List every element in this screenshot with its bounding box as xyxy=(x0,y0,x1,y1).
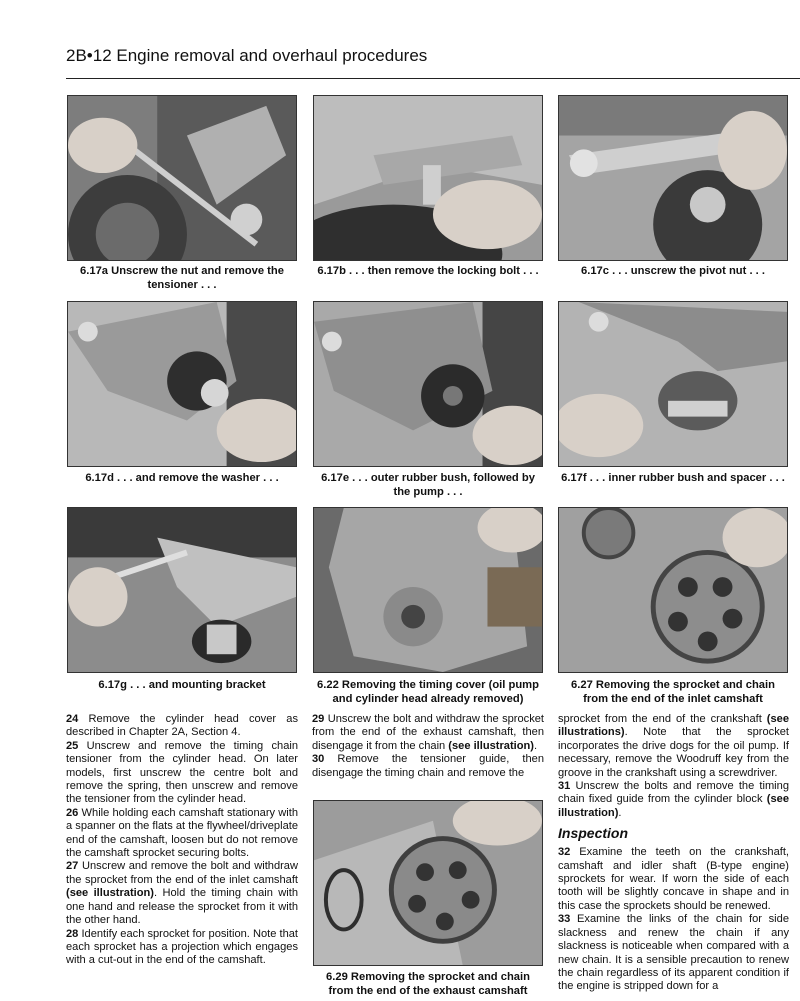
paragraph-31: 31 Unscrew the bolts and remove the timing chain fixed guide from the cylinder block (see illustration). xyxy=(558,780,789,819)
photo-6-17f xyxy=(558,301,788,467)
page-header: 2B•12 Engine removal and overhaul procedures xyxy=(66,46,428,65)
photo-6-22 xyxy=(313,507,543,673)
paragraph-28: 28 Identify each sprocket for position. Note that each sprocket has a projection which engages with a cut-out in the end of the camshaft. xyxy=(66,927,298,967)
paragraph-30-continued: sprocket from the end of the crankshaft (see illustrations). Note that the sprocket incorporates the drive dogs for the oil pump. If necessary, remove the Woodruff key from the groove in the crankshaft using a screwdriver. xyxy=(558,713,789,779)
caption-6-17d: 6.17d . . . and remove the washer . . . xyxy=(85,472,279,484)
caption-6-17f: 6.17f . . . inner rubber bush and spacer . . . xyxy=(561,472,785,484)
paragraph-30: 30 Remove the tensioner guide, then disengage the timing chain and remove the xyxy=(312,753,544,779)
header-rule xyxy=(66,78,800,79)
caption-6-17c: 6.17c . . . unscrew the pivot nut . . . xyxy=(580,265,765,277)
paragraph-25: 25 Unscrew and remove the timing chain tensioner from the cylinder head. On later models, first unscrew the centre bolt and remove the spring, then unscrew and remove the tensioner from the cylinder head. xyxy=(66,739,298,806)
caption-6-29: 6.29 Removing the sprocket and chain from the end of the exhaust camshaft xyxy=(326,971,530,997)
text-column-1 xyxy=(66,713,298,968)
caption-6-17g: 6.17g . . . and mounting bracket xyxy=(98,679,266,691)
paragraph-33: 33 Examine the links of the chain for side slackness and renew the chain if any slackness is noticeable when compared with a new chain. It is a sensible precaution to renew the chain regardless of its apparent condition if the engine is stripped down for a xyxy=(558,913,789,993)
caption-6-17b: 6.17b . . . then remove the locking bolt . . . xyxy=(317,265,539,277)
paragraph-29: 29 Unscrew the bolt and withdraw the sprocket from the end of the exhaust camshaft, then disengage it from the chain (see illustration). xyxy=(312,713,544,752)
photo-6-17b xyxy=(313,95,543,261)
text-column-2 xyxy=(312,713,544,780)
caption-6-27: 6.27 Removing the sprocket and chain from the end of the inlet camshaft xyxy=(571,679,775,705)
caption-6-17a: 6.17a Unscrew the nut and remove the tensioner . . . xyxy=(80,265,284,291)
paragraph-27: 27 Unscrew and remove the bolt and withdraw the sprocket from the end of the inlet camshaft (see illustration). Hold the timing chain with one hand and release the sprocket from it with the other hand. xyxy=(66,860,299,927)
photo-6-17c xyxy=(558,95,788,261)
section-heading-inspection: Inspection xyxy=(558,825,629,842)
caption-6-17e: 6.17e . . . outer rubber bush, followed by the pump . . . xyxy=(321,472,535,498)
caption-6-22: 6.22 Removing the timing cover (oil pump and cylinder head already removed) xyxy=(317,679,539,705)
paragraph-26: 26 While holding each camshaft stationary with a spanner on the flats at the flywheel/driveplate end of the camshaft, loosen but do not remove the camshaft sprocket securing bolts. xyxy=(66,806,298,860)
photo-6-17g xyxy=(67,507,297,673)
text-column-3 xyxy=(558,713,789,994)
photo-6-17a xyxy=(67,95,297,261)
paragraph-32: 32 Examine the teeth on the crankshaft, camshaft and idler shaft (B-type engine) sprockets for wear. If worn the side of each tooth will be slightly concave in shape and in this case the sprockets should be renewed. xyxy=(558,846,789,912)
paragraph-24: 24 Remove the cylinder head cover as described in Chapter 2A, Section 4. xyxy=(66,713,298,739)
photo-6-27 xyxy=(558,507,788,673)
photo-6-17d xyxy=(67,301,297,467)
photo-6-17e xyxy=(313,301,543,467)
photo-6-29 xyxy=(313,800,543,966)
